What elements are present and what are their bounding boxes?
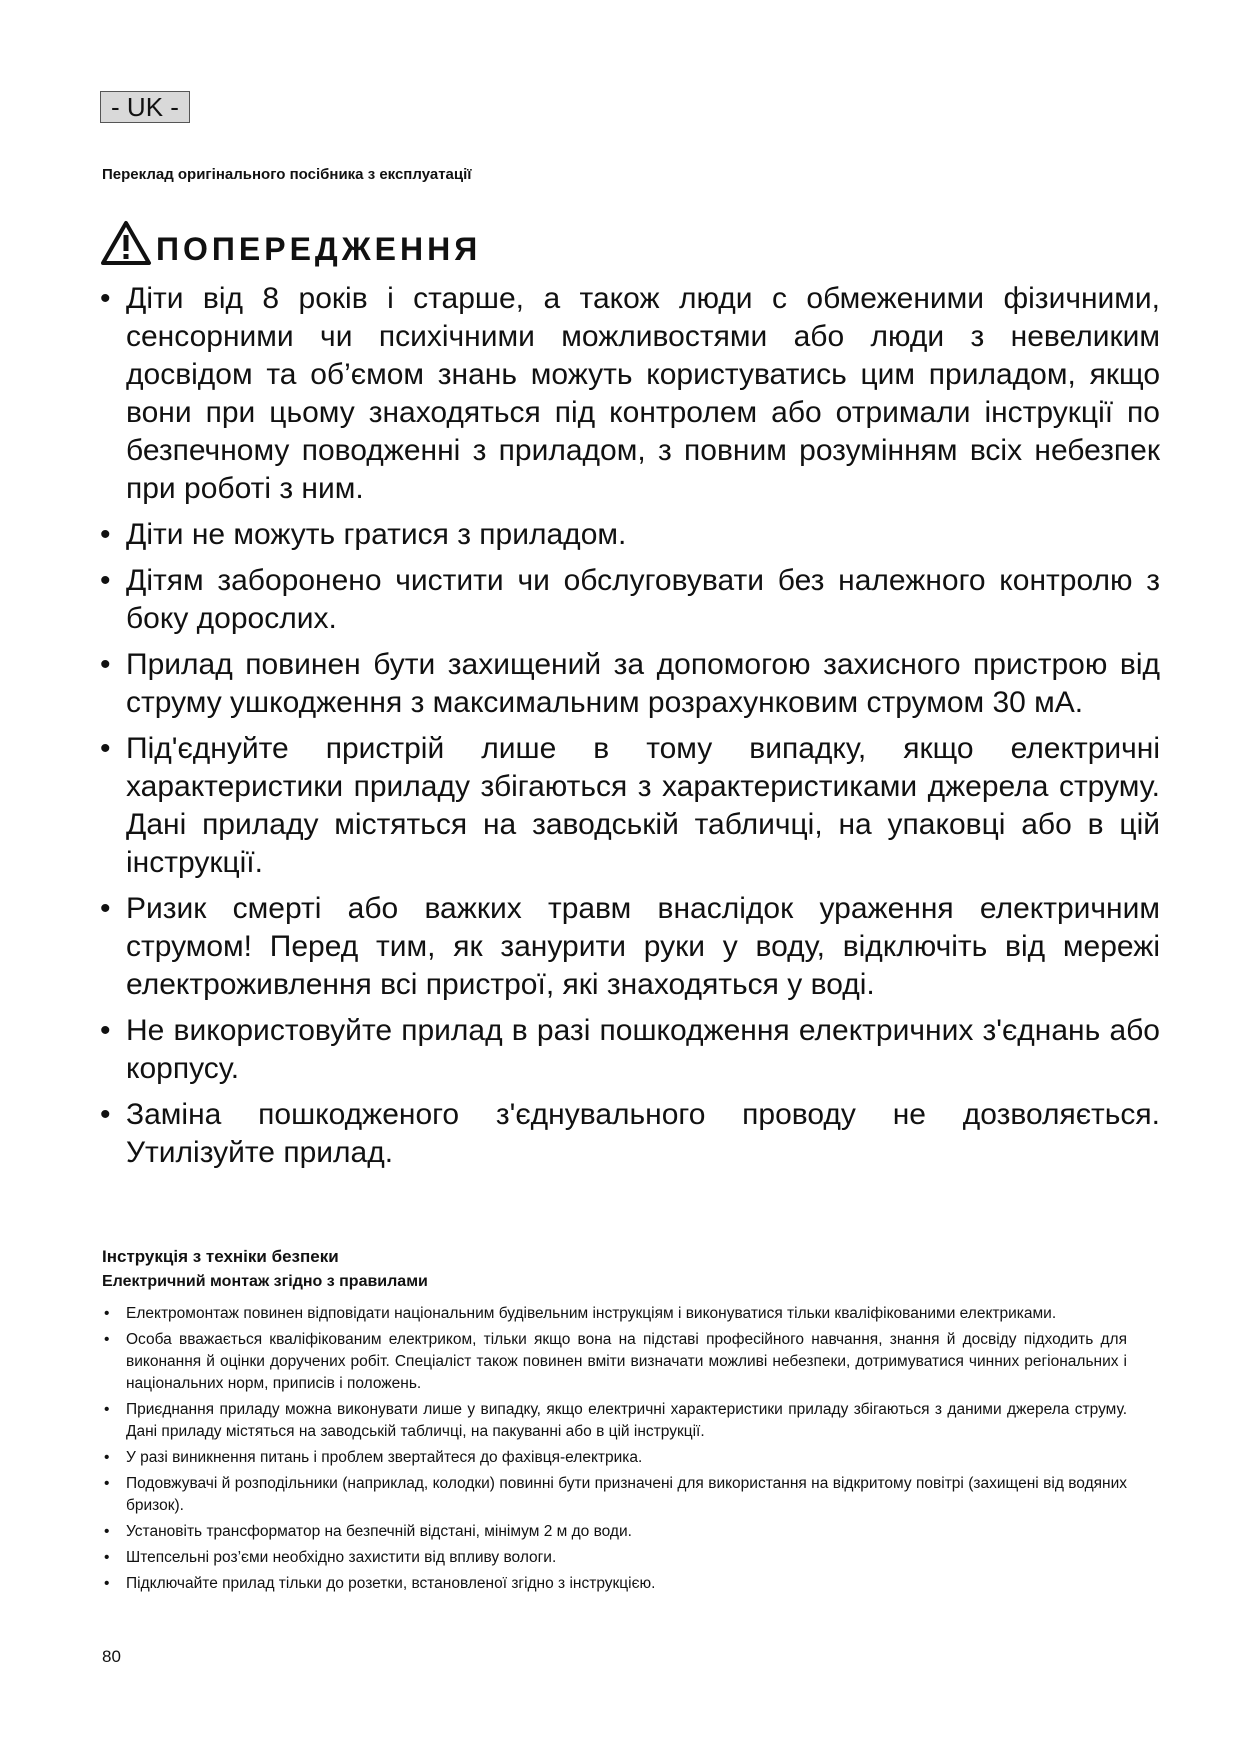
warning-item: • Дітям заборонено чистити чи обслуговувати без належного контролю з боку дорослих. — [100, 562, 1160, 638]
safety-item: • Підключайте прилад тільки до розетки, встановленої згідно з інструкцією. — [102, 1573, 1127, 1595]
warning-heading — [100, 220, 481, 266]
safety-item: • Особа вважається кваліфікованим електриком, тільки якщо вона на підставі професійного навчання, знання й досвіду підходить для виконання й оцінки доручених робіт. Спеціаліст також повинен вміти визначати можливі небезпеки, дотримуватися чинних регіональних і національних норм, приписів і положень. — [102, 1329, 1127, 1395]
warning-item: • Діти від 8 років і старше, а також люди с обмеженими фізичними, сенсорними чи психічними можливостями або люди з невеликим досвідом та об’ємом знань можуть користуватись цим приладом, якщо вони при цьому знаходяться під контролем або отримали інструкції по безпечному поводженні з приладом, з повним розумінням всіх небезпек при роботі з ним. — [100, 280, 1160, 508]
warning-item: • Заміна пошкодженого з'єднувального проводу не дозволяється. Утилізуйте прилад. — [100, 1096, 1160, 1172]
safety-item: • Штепсельні роз’єми необхідно захистити від впливу вологи. — [102, 1547, 1127, 1569]
warning-item: • Прилад повинен бути захищений за допомогою захисного пристрою від струму ушкодження з максимальним розрахунковим струмом 30 мА. — [100, 646, 1160, 722]
warning-title: ПОПЕРЕДЖЕННЯ — [156, 231, 482, 267]
safety-item: • У разі виникнення питань і проблем звертайтеся до фахівця-електрика. — [102, 1447, 1127, 1469]
warning-list — [100, 280, 1160, 1180]
warning-item: • Ризик смерті або важких травм внаслідок ураження електричним струмом! Перед тим, як занурити руки у воду, відключіть від мережі електроживлення всі пристрої, які знаходяться у воді. — [100, 890, 1160, 1004]
safety-item: • Подовжувачі й розподільники (наприклад, колодки) повинні бути призначені для використання на відкритому повітрі (захищені від водяних бризок). — [102, 1473, 1127, 1517]
safety-title: Інструкція з техніки безпеки — [102, 1247, 339, 1266]
safety-list — [102, 1303, 1127, 1599]
warning-item: • Під'єднуйте пристрій лише в тому випадку, якщо електричні характеристики приладу збігаються з характеристиками джерела струму. Дані приладу містяться на заводській табличці, на упаковці або в цій інструкції. — [100, 730, 1160, 882]
page-number: 80 — [102, 1647, 121, 1666]
warning-item: • Не використовуйте прилад в разі пошкодження електричних з'єднань або корпусу. — [100, 1012, 1160, 1088]
warning-triangle-icon — [100, 220, 152, 266]
safety-item: • Електромонтаж повинен відповідати національним будівельним інструкціям і виконуватися тільки кваліфікованими електриками. — [102, 1303, 1127, 1325]
document-subtitle: Переклад оригінального посібника з експлуатації — [102, 166, 472, 183]
language-tag: - UK - — [100, 91, 190, 123]
safety-item: • Установіть трансформатор на безпечній відстані, мінімум 2 м до води. — [102, 1521, 1127, 1543]
warning-item: • Діти не можуть гратися з приладом. — [100, 516, 1160, 554]
safety-subtitle: Електричний монтаж згідно з правилами — [102, 1273, 428, 1290]
safety-item: • Приєднання приладу можна виконувати лише у випадку, якщо електричні характеристики приладу збігаються з даними джерела струму. Дані приладу містяться на заводській табличці, на пакуванні або в цій інструкції. — [102, 1399, 1127, 1443]
